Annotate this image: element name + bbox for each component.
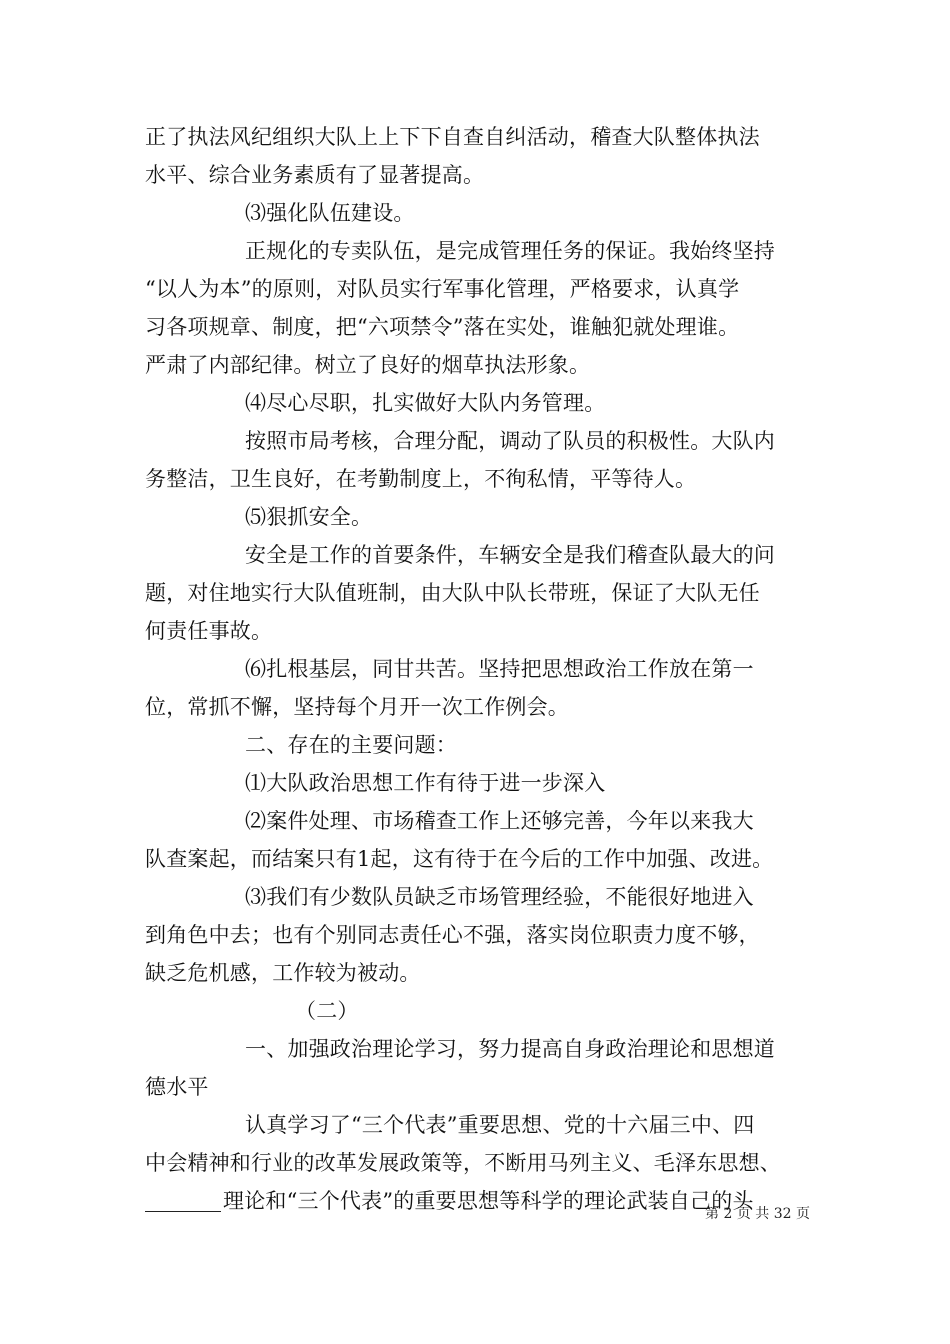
- section-heading: ⑸狠抓安全。: [245, 505, 373, 529]
- text-line: ⑵案件处理、市场稽查工作上还够完善，今年以来我大: [245, 809, 754, 833]
- text-line: 务整洁，卫生良好，在考勤制度上，不徇私情，平等待人。: [145, 467, 697, 491]
- section-heading: 一、加强政治理论学习，努力提高自身政治理论和思想道: [245, 1037, 775, 1061]
- text-line: “以人为本”的原则，对队员实行军事化管理，严格要求，认真学: [145, 277, 740, 301]
- text-line: 位，常抓不懈，坚持每个月开一次工作例会。: [145, 695, 569, 719]
- text-line: 中会精神和行业的改革发展政策等，不断用马列主义、毛泽东思想、: [145, 1151, 781, 1175]
- text-line: 队查案起，而结案只有1起，这有待于在今后的工作中加强、改进。: [145, 847, 774, 871]
- text-line: 题，对住地实行大队值班制，由大队中队长带班，保证了大队无任: [145, 581, 760, 605]
- text-line: 德水平: [145, 1075, 209, 1099]
- subsection-heading: （二）: [295, 999, 359, 1023]
- fill-in-blank: [145, 1189, 221, 1212]
- text-line: 安全是工作的首要条件，车辆安全是我们稽查队最大的问: [245, 543, 775, 567]
- section-heading: 二、存在的主要问题：: [245, 733, 457, 757]
- text-line: 水平、综合业务素质有了显著提高。: [145, 163, 485, 187]
- section-heading: ⑹扎根基层，同甘共苦。坚持把思想政治工作放在第一: [245, 657, 754, 681]
- body-text: [145, 118, 810, 1220]
- text-line: 正了执法风纪组织大队上上下下自查自纠活动，稽查大队整体执法: [145, 125, 760, 149]
- section-heading: ⑶强化队伍建设。: [245, 201, 415, 225]
- text-line: 习各项规章、制度，把“六项禁令”落在实处，谁触犯就处理谁。: [145, 315, 740, 339]
- text-line: 按照市局考核，合理分配，调动了队员的积极性。大队内: [245, 429, 775, 453]
- section-heading: ⑷尽心尽职，扎实做好大队内务管理。: [245, 391, 606, 415]
- text-line: 严肃了内部纪律。树立了良好的烟草执法形象。: [145, 353, 591, 377]
- text-line: 正规化的专卖队伍，是完成管理任务的保证。我始终坚持: [245, 239, 775, 263]
- text-line-remainder: 理论和“三个代表”的重要思想等科学的理论武装自己的头: [223, 1189, 754, 1213]
- text-line: ⑶我们有少数队员缺乏市场管理经验，不能很好地进入: [245, 885, 754, 909]
- text-line: 缺乏危机感，工作较为被动。: [145, 961, 421, 985]
- text-line: ⑴大队政治思想工作有待于进一步深入: [245, 771, 606, 795]
- page-footer: 第 2 页 共 32 页: [705, 1206, 810, 1222]
- text-line: 到角色中去；也有个别同志责任心不强，落实岗位职责力度不够，: [145, 923, 760, 947]
- text-line: 何责任事故。: [145, 619, 273, 643]
- text-line: 认真学习了“三个代表”重要思想、党的十六届三中、四: [245, 1113, 755, 1137]
